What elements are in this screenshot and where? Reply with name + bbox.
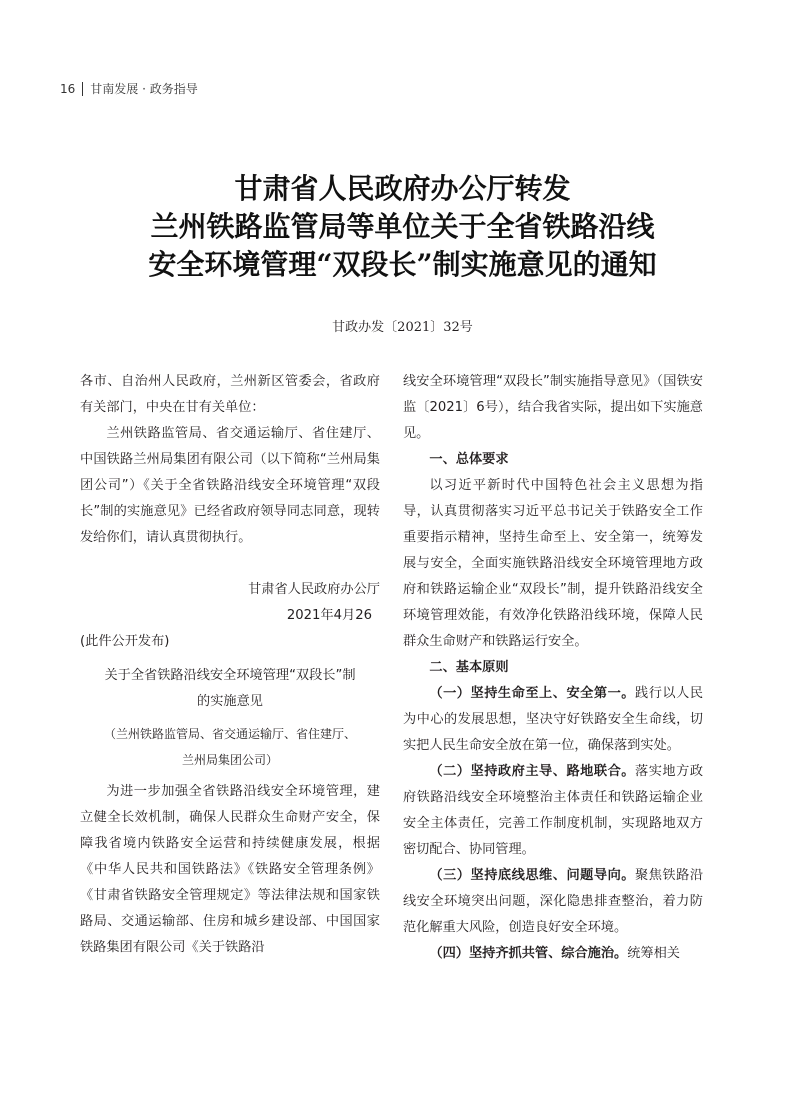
- principle-lead: （二）坚持政府主导、路地联合。: [429, 764, 635, 779]
- forwarding-paragraph: 兰州铁路监管局、省交通运输厅、省住建厅、中国铁路兰州局集团有限公司（以下简称“兰州局集团公司”）《关于全省铁路沿线安全环境管理“双段长”制的实施意见》已经省政府领导同志同意，现转发给你们，请认真贯彻执行。: [80, 426, 380, 545]
- header-divider: [82, 82, 83, 96]
- publication-name: 甘南发展 · 政务指导: [90, 82, 198, 96]
- issuer-line: 兰州局集团公司）: [181, 753, 278, 767]
- principle-paragraph: [403, 941, 703, 967]
- issue-date: 2021年4月26: [286, 608, 372, 623]
- signer: 甘肃省人民政府办公厅: [248, 582, 380, 597]
- principle-lead: （四）坚持齐抓共管、综合施治。: [429, 946, 628, 961]
- title-line: 甘肃省人民政府办公厅转发: [234, 172, 571, 205]
- salutation: 各市、自治州人民政府，兰州新区管委会，省政府有关部门，中央在甘有关单位：: [80, 374, 380, 415]
- principle-paragraph: [403, 759, 703, 863]
- title-line: 安全环境管理“双段长”制实施意见的通知: [148, 248, 657, 281]
- left-column: [80, 369, 380, 961]
- principle-text: 践行以人民为中心的发展思想，坚决守好铁路安全生命线，切实把人民生命安全放在第一位，确保落到实处。: [403, 686, 704, 753]
- document-number: 甘政办发〔2021〕32号: [332, 320, 473, 335]
- right-column: [403, 369, 703, 967]
- principle-text: 统筹相关: [627, 946, 680, 961]
- document-title: [0, 170, 805, 284]
- running-header: [60, 80, 198, 97]
- title-line: 兰州铁路监管局等单位关于全省铁路沿线: [150, 210, 655, 243]
- issuer-line: （兰州铁路监管局、省交通运输厅、省住建厅、: [103, 727, 356, 741]
- section-heading: 二、基本原则: [429, 660, 509, 675]
- subtitle-line: 关于全省铁路沿线安全环境管理“双段长”制: [104, 668, 356, 683]
- general-requirements-paragraph: 以习近平新时代中国特色社会主义思想为指导，认真贯彻落实习近平总书记关于铁路安全工作重要指示精神，坚持生命至上、安全第一，统筹发展与安全，全面实施铁路沿线安全环境管理地方政府和铁路运输企业“双段长”制，提升铁路沿线安全环境管理效能，有效净化铁路沿线环境，保障人民群众生命财产和铁路运行安全。: [403, 478, 703, 649]
- publish-note: (此件公开发布): [80, 634, 170, 649]
- principle-paragraph: [403, 681, 703, 759]
- issuing-agencies: [80, 721, 380, 773]
- principle-text: 聚焦铁路沿线安全环境突出问题，深化隐患排查整治，着力防范化解重大风险，创造良好安全环境。: [403, 868, 704, 935]
- subtitle-line: 的实施意见: [197, 694, 263, 709]
- principle-paragraph: [403, 863, 703, 941]
- opinion-subtitle: [80, 663, 380, 715]
- page-number: 16: [60, 81, 76, 96]
- principle-lead: （三）坚持底线思维、问题导向。: [429, 868, 635, 883]
- intro-paragraph: 为进一步加强全省铁路沿线安全环境管理，建立健全长效机制，确保人民群众生命财产安全，保障我省境内铁路安全运营和持续健康发展，根据《中华人民共和国铁路法》《铁路安全管理条例》《甘肃省铁路安全管理规定》等法律法规和国家铁路局、交通运输部、住房和城乡建设部、中国国家铁路集团有限公司《关于铁路沿: [80, 784, 380, 955]
- principle-text: 落实地方政府铁路沿线安全环境整治主体责任和铁路运输企业安全主体责任，完善工作制度机制，实现路地双方密切配合、协同管理。: [403, 764, 704, 857]
- continuation-paragraph: 线安全环境管理“双段长”制实施指导意见》（国铁安监〔2021〕6号），结合我省实际，提出如下实施意见。: [403, 374, 703, 441]
- section-heading: 一、总体要求: [429, 452, 509, 467]
- principle-lead: （一）坚持生命至上、安全第一。: [429, 686, 635, 701]
